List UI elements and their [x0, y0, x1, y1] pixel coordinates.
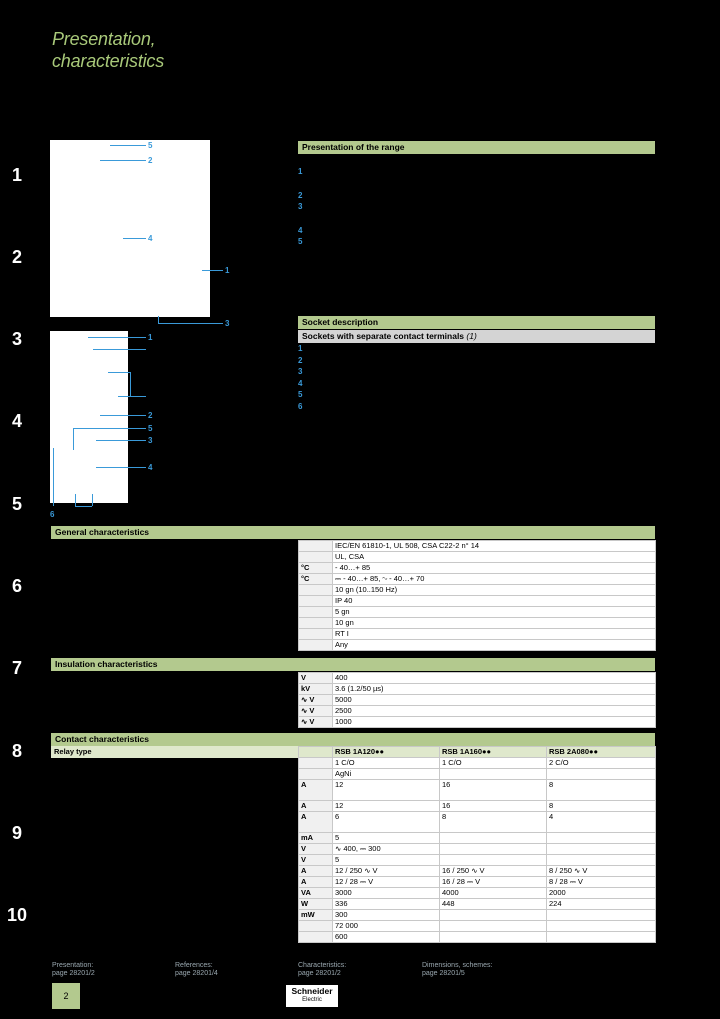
- value-cell: [547, 769, 656, 780]
- value-cell: [547, 921, 656, 932]
- table-row: [299, 684, 656, 695]
- page-title: [52, 28, 164, 72]
- value-cell: 16: [440, 801, 547, 812]
- table-row: [299, 888, 656, 899]
- footer-link-page: page 28201/5: [422, 970, 465, 977]
- unit-cell: °C: [299, 574, 333, 585]
- relay-photo: [50, 140, 210, 317]
- socket-subheader-text: Sockets with separate contact terminals: [302, 331, 465, 341]
- socket-subheader: [298, 330, 655, 343]
- side-number: 6: [11, 576, 22, 596]
- socket-header: Socket description: [298, 316, 655, 329]
- callout-line: [158, 323, 223, 324]
- callout-line: [53, 448, 54, 506]
- value-cell: 12: [333, 801, 440, 812]
- value-cell: IEC/EN 61810-1, UL 508, CSA C22-2 n° 14: [333, 541, 656, 552]
- unit-cell: V: [299, 673, 333, 684]
- value-cell: 5 gn: [333, 607, 656, 618]
- unit-cell: [299, 758, 333, 769]
- side-number: 8: [11, 741, 22, 761]
- side-number: 5: [11, 494, 22, 514]
- table-row: [299, 855, 656, 866]
- callout-label: 4: [148, 463, 153, 472]
- unit-cell: kV: [299, 684, 333, 695]
- table-row: [299, 899, 656, 910]
- unit-cell: [299, 640, 333, 651]
- footer-link-page: page 28201/2: [298, 970, 341, 977]
- value-cell: 8: [440, 812, 547, 833]
- table-row: [299, 706, 656, 717]
- unit-cell: [299, 921, 333, 932]
- value-cell: 12 / 250 ∿ V: [333, 866, 440, 877]
- table-row: [299, 921, 656, 932]
- unit-cell: A: [299, 866, 333, 877]
- callout-label: 5: [148, 141, 153, 150]
- title-line-1: Presentation,: [52, 29, 156, 49]
- unit-cell: A: [299, 812, 333, 833]
- value-cell: 4000: [440, 888, 547, 899]
- callout-line: [202, 270, 223, 271]
- value-cell: 448: [440, 899, 547, 910]
- insulation-header: Insulation characteristics: [51, 658, 655, 671]
- unit-cell: [299, 541, 333, 552]
- unit-cell: °C: [299, 563, 333, 574]
- value-cell: 3000: [333, 888, 440, 899]
- value-cell: UL, CSA: [333, 552, 656, 563]
- unit-cell: [299, 629, 333, 640]
- table-row: [299, 877, 656, 888]
- value-cell: 1 C/O: [440, 758, 547, 769]
- value-cell: 2000: [547, 888, 656, 899]
- callout-label: 2: [148, 156, 153, 165]
- table-row: [299, 618, 656, 629]
- column-header: RSB 1A160●●: [440, 747, 547, 758]
- callout-label: 2: [148, 411, 153, 420]
- side-number: 9: [11, 823, 22, 843]
- value-cell: 5: [333, 833, 440, 844]
- side-number: 10: [6, 905, 28, 925]
- callout-line: [118, 396, 146, 397]
- value-cell: [547, 932, 656, 943]
- value-cell: 72 000: [333, 921, 440, 932]
- value-cell: [547, 855, 656, 866]
- value-cell: [440, 932, 547, 943]
- table-row: [299, 673, 656, 684]
- list-number: 4: [298, 378, 303, 388]
- table-row: [299, 541, 656, 552]
- socket-note: (1): [466, 331, 477, 341]
- unit-cell: W: [299, 899, 333, 910]
- footer-link-dimensions[interactable]: [422, 962, 492, 978]
- list-number: 3: [298, 202, 303, 211]
- table-row: [299, 801, 656, 812]
- table-header-row: [299, 747, 656, 758]
- column-header: RSB 2A080●●: [547, 747, 656, 758]
- unit-cell: [299, 607, 333, 618]
- value-cell: 2500: [333, 706, 656, 717]
- side-number: 4: [11, 411, 22, 431]
- value-cell: 6: [333, 812, 440, 833]
- table-row: [299, 552, 656, 563]
- logo-sub: Electric: [302, 997, 322, 1003]
- callout-label: 1: [225, 266, 230, 275]
- value-cell: 600: [333, 932, 440, 943]
- logo-name: Schneider: [291, 986, 333, 996]
- value-cell: 12: [333, 780, 440, 801]
- footer-link-title: Dimensions, schemes:: [422, 962, 493, 969]
- side-number: 3: [11, 329, 22, 349]
- callout-label: 3: [148, 436, 153, 445]
- footer-link-title: Presentation:: [52, 962, 94, 969]
- value-cell: 16: [440, 780, 547, 801]
- header-unit-cell: [299, 747, 333, 758]
- value-cell: 5: [333, 855, 440, 866]
- table-row: [299, 607, 656, 618]
- unit-cell: VA: [299, 888, 333, 899]
- footer-link-presentation[interactable]: [52, 962, 95, 978]
- unit-cell: V: [299, 844, 333, 855]
- table-row: [299, 717, 656, 728]
- value-cell: [440, 855, 547, 866]
- callout-line: [110, 145, 146, 146]
- table-row: [299, 574, 656, 585]
- schneider-logo: [286, 985, 338, 1007]
- relay-type-label: Relay type: [51, 746, 298, 758]
- side-number: 2: [11, 247, 22, 267]
- footer-link-page: page 28201/2: [52, 970, 95, 977]
- title-line-2: characteristics: [52, 51, 165, 71]
- unit-cell: A: [299, 877, 333, 888]
- table-row: [299, 758, 656, 769]
- value-cell: [440, 833, 547, 844]
- value-cell: 10 gn (10..150 Hz): [333, 585, 656, 596]
- callout-line: [130, 372, 131, 396]
- callout-line: [75, 494, 76, 506]
- value-cell: [440, 769, 547, 780]
- value-cell: 336: [333, 899, 440, 910]
- list-number: 1: [298, 344, 303, 353]
- callout-line: [75, 506, 92, 507]
- table-row: [299, 812, 656, 833]
- value-cell: 12 / 28 ⎓ V: [333, 877, 440, 888]
- list-number: 1: [298, 167, 303, 176]
- table-row: [299, 629, 656, 640]
- table-row: [299, 844, 656, 855]
- callout-line: [100, 160, 146, 161]
- value-cell: 16 / 250 ∿ V: [440, 866, 547, 877]
- value-cell: 8: [547, 801, 656, 812]
- table-row: [299, 932, 656, 943]
- value-cell: IP 40: [333, 596, 656, 607]
- unit-cell: V: [299, 855, 333, 866]
- callout-label: 3: [225, 319, 230, 328]
- callout-line: [73, 428, 146, 429]
- page-number: 2: [52, 983, 80, 1009]
- value-cell: [547, 833, 656, 844]
- unit-cell: [299, 618, 333, 629]
- insulation-table: [298, 672, 656, 728]
- value-cell: AgNi: [333, 769, 440, 780]
- value-cell: [547, 844, 656, 855]
- table-row: [299, 780, 656, 801]
- callout-label: 1: [148, 333, 153, 342]
- unit-cell: [299, 552, 333, 563]
- value-cell: 300: [333, 910, 440, 921]
- general-header: General characteristics: [51, 526, 655, 539]
- list-number: 3: [298, 367, 303, 376]
- unit-cell: mA: [299, 833, 333, 844]
- value-cell: 400: [333, 673, 656, 684]
- callout-line: [96, 440, 146, 441]
- value-cell: 5000: [333, 695, 656, 706]
- value-cell: 8: [547, 780, 656, 801]
- unit-cell: A: [299, 780, 333, 801]
- value-cell: 8 / 28 ⎓ V: [547, 877, 656, 888]
- side-number: 7: [11, 658, 22, 678]
- callout-label: 5: [148, 424, 153, 433]
- list-number: 6: [298, 401, 303, 411]
- socket-photo: [50, 331, 128, 503]
- value-cell: 224: [547, 899, 656, 910]
- value-cell: 4: [547, 812, 656, 833]
- table-row: [299, 640, 656, 651]
- footer-link-page: page 28201/4: [175, 970, 218, 977]
- callout-line: [88, 337, 146, 338]
- unit-cell: [299, 769, 333, 780]
- side-number: 1: [11, 165, 22, 185]
- footer-link-references[interactable]: [175, 962, 218, 978]
- value-cell: - 40…+ 85: [333, 563, 656, 574]
- table-row: [299, 769, 656, 780]
- callout-line: [92, 494, 93, 506]
- table-row: [299, 563, 656, 574]
- general-table: [298, 540, 656, 651]
- callout-label: 6: [50, 510, 55, 519]
- callout-line: [96, 467, 146, 468]
- footer-link-title: Characteristics:: [298, 962, 347, 969]
- list-number: 2: [298, 190, 303, 200]
- value-cell: 8 / 250 ∿ V: [547, 866, 656, 877]
- callout-line: [93, 349, 146, 350]
- list-number: 5: [298, 237, 303, 246]
- value-cell: 3.6 (1.2/50 µs): [333, 684, 656, 695]
- unit-cell: A: [299, 801, 333, 812]
- value-cell: [440, 910, 547, 921]
- list-number: 4: [298, 225, 303, 235]
- value-cell: Any: [333, 640, 656, 651]
- table-row: [299, 910, 656, 921]
- table-row: [299, 585, 656, 596]
- callout-line: [108, 372, 130, 373]
- value-cell: ⎓ - 40…+ 85, ∿ - 40…+ 70: [333, 574, 656, 585]
- contact-header: Contact characteristics: [51, 733, 655, 746]
- unit-cell: [299, 932, 333, 943]
- value-cell: [440, 921, 547, 932]
- footer-link-characteristics[interactable]: [298, 962, 346, 978]
- table-row: [299, 695, 656, 706]
- presentation-header: Presentation of the range: [298, 141, 655, 154]
- contact-table: [298, 746, 656, 943]
- list-number: 2: [298, 355, 303, 365]
- socket-numbers: [298, 343, 302, 412]
- column-header: RSB 1A120●●: [333, 747, 440, 758]
- unit-cell: ∿ V: [299, 717, 333, 728]
- callout-line: [73, 428, 74, 450]
- callout-line: [123, 238, 146, 239]
- callout-line: [100, 415, 146, 416]
- value-cell: [547, 910, 656, 921]
- value-cell: 2 C/O: [547, 758, 656, 769]
- footer-link-title: References:: [175, 962, 213, 969]
- value-cell: 1 C/O: [333, 758, 440, 769]
- table-row: [299, 833, 656, 844]
- unit-cell: mW: [299, 910, 333, 921]
- value-cell: 16 / 28 ⎓ V: [440, 877, 547, 888]
- unit-cell: [299, 585, 333, 596]
- callout-line: [158, 316, 159, 323]
- table-row: [299, 596, 656, 607]
- value-cell: ∿ 400, ⎓ 300: [333, 844, 440, 855]
- unit-cell: ∿ V: [299, 695, 333, 706]
- callout-label: 4: [148, 234, 153, 243]
- value-cell: 10 gn: [333, 618, 656, 629]
- value-cell: 1000: [333, 717, 656, 728]
- list-number: 5: [298, 390, 303, 399]
- table-row: [299, 866, 656, 877]
- value-cell: RT I: [333, 629, 656, 640]
- unit-cell: [299, 596, 333, 607]
- value-cell: [440, 844, 547, 855]
- unit-cell: ∿ V: [299, 706, 333, 717]
- presentation-numbers: [298, 166, 302, 248]
